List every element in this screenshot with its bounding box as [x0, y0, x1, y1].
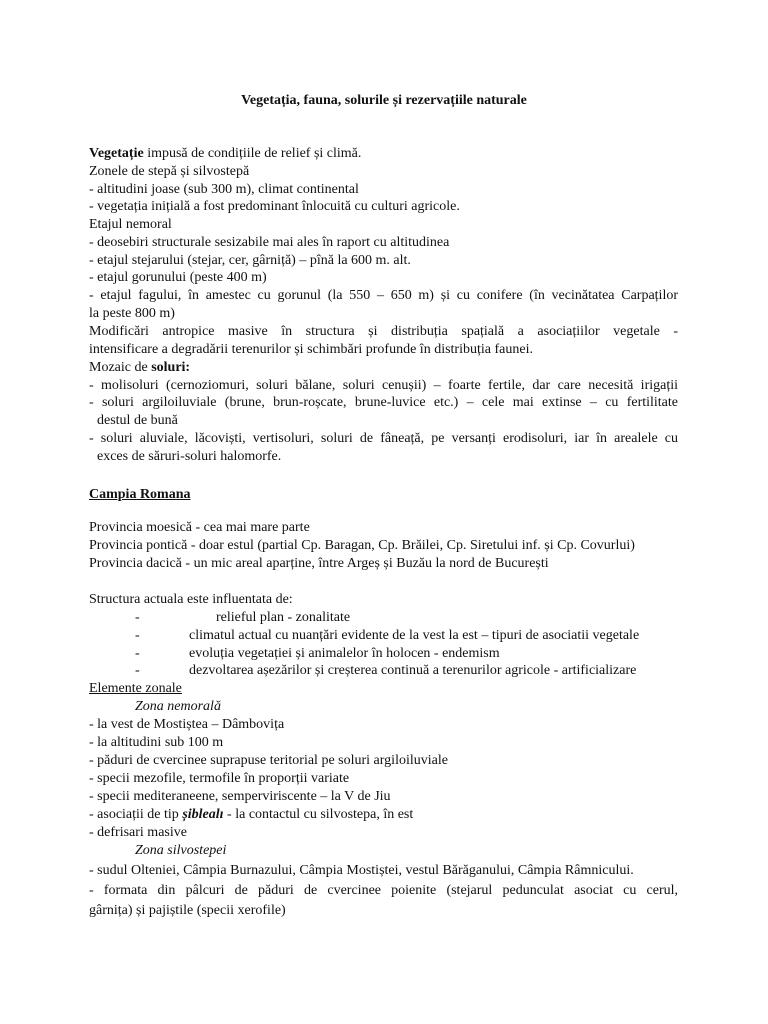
- text-line: - etajul fagului, în amestec cu gorunul (la 550 – 650 m) și cu conifere (în vecinătatea Carpaților: [89, 288, 678, 303]
- text-line: la peste 800 m): [89, 306, 175, 321]
- province-line: Provincia pontică - doar estul (partial Cp. Baragan, Cp. Brăilei, Cp. Siretului inf. și Cp. Covurlui): [89, 538, 635, 553]
- soil-item: - soluri argiloiluviale (brune, brun-roșcate, brune-luvice etc.) – cele mai extinse – cu fertilitate: [89, 395, 678, 410]
- sibleal-suffix: - la contactul cu silvostepa, în est: [223, 807, 414, 822]
- dash-bullet: -: [135, 646, 140, 661]
- vegetatie-term: Vegetație: [89, 146, 144, 161]
- dash-bullet: -: [135, 663, 140, 678]
- sibleal-item: [89, 806, 678, 824]
- text-line: - deosebiri structurale sesizabile mai ales în raport cu altitudinea: [89, 235, 450, 250]
- text-line: Modificări antropice masive în structura și distribuția spațială a asociațiilor vegetale -: [89, 324, 678, 339]
- nemorala-item: - la altitudini sub 100 m: [89, 735, 224, 750]
- sibleal-prefix: - asociații de tip: [89, 807, 183, 822]
- mozaic-prefix: Mozaic de: [89, 360, 152, 375]
- text-line: - etajul gorunului (peste 400 m): [89, 270, 267, 285]
- nemorala-item: - la vest de Mostiștea – Dâmbovița: [89, 717, 285, 732]
- structura-item: climatul actual cu nuanțări evidente de la vest la est – tipuri de asociatii vegetale: [189, 628, 640, 643]
- text-line: Zonele de stepă și silvostepă: [89, 164, 250, 179]
- soil-item: exces de săruri-soluri halomorfe.: [97, 449, 282, 464]
- nemorala-item: - specii mediteraneene, semperviriscente – la V de Jiu: [89, 789, 391, 804]
- province-line: Provincia dacică - un mic areal aparține, între Argeș și Buzău la nord de București: [89, 556, 549, 571]
- text-line: - etajul stejarului (stejar, cer, gârniță) – pînă la 600 m. alt.: [89, 253, 411, 268]
- text-line: Etajul nemoral: [89, 217, 172, 232]
- soil-item: destul de bună: [97, 413, 178, 428]
- soil-item: - soluri aluviale, lăcoviști, vertisoluri, soluri de fâneață, pe versanți erodisoluri, iar în arealele cu: [89, 431, 678, 446]
- dash-bullet: -: [135, 628, 140, 643]
- section-heading-campia: Campia Romana: [89, 487, 191, 502]
- sibleal-term: șiblealı: [182, 807, 224, 822]
- document-title: Vegetația, fauna, solurile și rezervațiile naturale: [241, 93, 527, 108]
- text-line: - vegetația inițială a fost predominant înlocuită cu culturi agricole.: [89, 199, 460, 214]
- vegetatie-rest: impusă de condițiile de relief și climă.: [143, 146, 362, 161]
- structura-heading: Structura actuala este influentata de:: [89, 592, 293, 607]
- zona-nemorala-heading: Zona nemorală: [135, 699, 221, 714]
- silvostepa-item: gârnița) și pajiștile (specii xerofile): [89, 903, 286, 918]
- dash-bullet: -: [135, 610, 140, 625]
- nemorala-item: - defrisari masive: [89, 825, 187, 840]
- structura-item: relieful plan - zonalitate: [216, 610, 351, 625]
- zona-silvostepei-heading: Zona silvostepei: [135, 843, 227, 858]
- silvostepa-item: - formata din pâlcuri de păduri de cvercinee poienite (stejarul pedunculat asociat cu cerul,: [89, 883, 678, 898]
- soluri-term: soluri:: [151, 360, 191, 375]
- vegetatie-intro: [89, 145, 678, 163]
- structura-item: evoluția vegetației și animalelor în holocen - endemism: [189, 646, 500, 661]
- structura-item: dezvoltarea așezărilor și creșterea continuă a terenurilor agricole - artificializare: [189, 663, 637, 678]
- nemorala-item: - specii mezofile, termofile în proporții variate: [89, 771, 350, 786]
- silvostepa-item: - sudul Olteniei, Câmpia Burnazului, Câmpia Mostiștei, vestul Bărăganului, Câmpia Râmnicului.: [89, 863, 634, 878]
- nemorala-item: - păduri de cvercinee suprapuse teritorial pe soluri argiloiluviale: [89, 753, 448, 768]
- elemente-zonale-heading: Elemente zonale: [89, 681, 182, 696]
- text-line: - altitudini joase (sub 300 m), climat continental: [89, 182, 359, 197]
- text-line: intensificare a degradării terenurilor și schimbări profunde în distribuția faunei.: [89, 342, 533, 357]
- province-line: Provincia moesică - cea mai mare parte: [89, 520, 310, 535]
- mozaic-line: [89, 359, 678, 377]
- soil-item: - molisoluri (cernoziomuri, soluri bălane, soluri cenușii) – foarte fertile, dar care necesită irigații: [89, 378, 678, 393]
